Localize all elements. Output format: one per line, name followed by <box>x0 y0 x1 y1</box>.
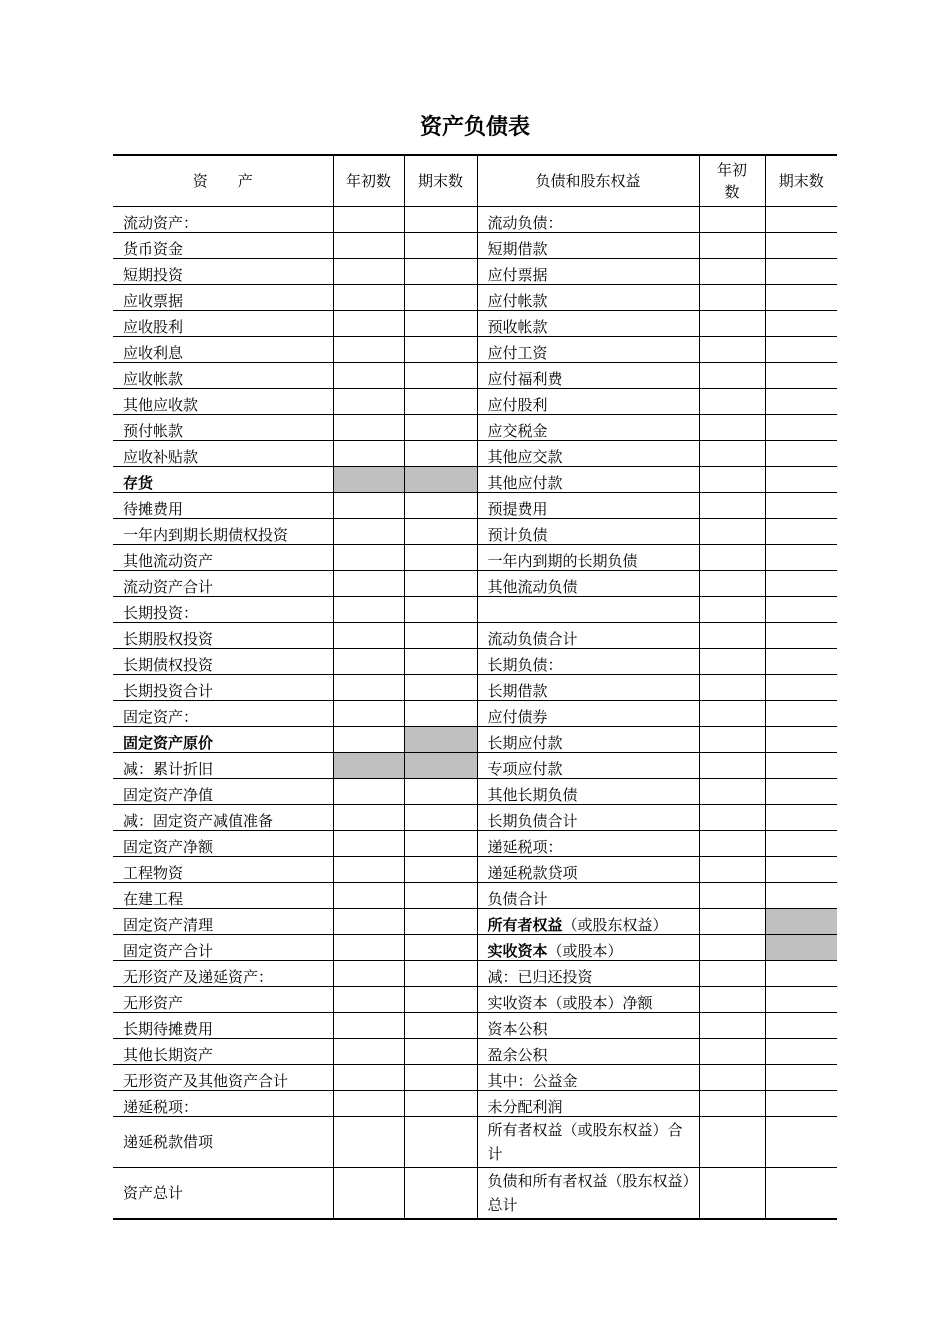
liability-label: 应付股利 <box>477 389 699 415</box>
table-row <box>113 441 837 467</box>
liability-label: 一年内到期的长期负债 <box>477 545 699 571</box>
liability-end <box>765 259 837 285</box>
asset-begin <box>333 1117 404 1168</box>
liability-end <box>765 857 837 883</box>
asset-label: 长期投资： <box>113 597 333 623</box>
header-end-2: 期末数 <box>765 155 837 207</box>
page-title: 资产负债表 <box>419 115 530 140</box>
liability-label: 其他应交款 <box>477 441 699 467</box>
asset-label: 减：固定资产减值准备 <box>113 805 333 831</box>
asset-label: 递延税款借项 <box>113 1117 333 1168</box>
asset-label: 应收帐款 <box>113 363 333 389</box>
liability-label: 盈余公积 <box>477 1039 699 1065</box>
table-row <box>113 597 837 623</box>
liability-label-bold: 所有者权益 <box>487 916 563 934</box>
liability-begin <box>699 337 765 363</box>
asset-begin <box>333 727 404 753</box>
table-row <box>113 1013 837 1039</box>
table-row <box>113 987 837 1013</box>
liability-label: 长期负债： <box>477 649 699 675</box>
liability-begin <box>699 1168 765 1220</box>
asset-label: 长期待摊费用 <box>113 1013 333 1039</box>
asset-begin <box>333 935 404 961</box>
liability-begin <box>699 493 765 519</box>
asset-label: 应收补贴款 <box>113 441 333 467</box>
asset-end <box>404 545 477 571</box>
table-row <box>113 467 837 493</box>
table-row <box>113 1091 837 1117</box>
asset-label: 应收票据 <box>113 285 333 311</box>
table-row <box>113 493 837 519</box>
asset-end <box>404 649 477 675</box>
liability-begin <box>699 623 765 649</box>
header-row <box>113 155 837 207</box>
header-liabilities: 负债和股东权益 <box>477 155 699 207</box>
table-row <box>113 935 837 961</box>
liability-end <box>765 753 837 779</box>
asset-label: 一年内到期长期债权投资 <box>113 519 333 545</box>
liability-end <box>765 1065 837 1091</box>
liability-label: 应付帐款 <box>477 285 699 311</box>
asset-end <box>404 857 477 883</box>
asset-end <box>404 883 477 909</box>
liability-end <box>765 675 837 701</box>
asset-end <box>404 207 477 233</box>
liability-begin <box>699 1039 765 1065</box>
liability-end <box>765 883 837 909</box>
liability-label: 其他应付款 <box>477 467 699 493</box>
liability-label: 预收帐款 <box>477 311 699 337</box>
asset-end <box>404 337 477 363</box>
asset-begin <box>333 1065 404 1091</box>
liability-begin <box>699 1013 765 1039</box>
asset-label: 货币资金 <box>113 233 333 259</box>
liability-end <box>765 701 837 727</box>
header-end: 期末数 <box>404 155 477 207</box>
asset-begin <box>333 337 404 363</box>
asset-label: 固定资产： <box>113 701 333 727</box>
liability-label: 其他长期负债 <box>477 779 699 805</box>
liability-end <box>765 389 837 415</box>
liability-label: 应付工资 <box>477 337 699 363</box>
liability-label: 应付票据 <box>477 259 699 285</box>
liability-begin <box>699 805 765 831</box>
liability-label <box>477 909 699 935</box>
liability-begin <box>699 233 765 259</box>
liability-label: 未分配利润 <box>477 1091 699 1117</box>
liability-label: 应付福利费 <box>477 363 699 389</box>
asset-end <box>404 701 477 727</box>
liability-begin <box>699 363 765 389</box>
asset-begin <box>333 311 404 337</box>
asset-end <box>404 1039 477 1065</box>
liability-label-bold: 实收资本 <box>487 942 548 960</box>
liability-begin <box>699 779 765 805</box>
table-row <box>113 883 837 909</box>
asset-end <box>404 441 477 467</box>
asset-end <box>404 623 477 649</box>
liability-end <box>765 649 837 675</box>
liability-label <box>477 935 699 961</box>
asset-begin <box>333 467 404 493</box>
asset-label: 递延税项： <box>113 1091 333 1117</box>
asset-label: 应收股利 <box>113 311 333 337</box>
liability-end <box>765 909 837 935</box>
asset-begin <box>333 597 404 623</box>
asset-end <box>404 233 477 259</box>
liability-label: 递延税项： <box>477 831 699 857</box>
asset-end <box>404 935 477 961</box>
asset-end <box>404 831 477 857</box>
asset-label: 固定资产合计 <box>113 935 333 961</box>
table-row <box>113 259 837 285</box>
asset-begin <box>333 701 404 727</box>
asset-end <box>404 779 477 805</box>
liability-begin <box>699 961 765 987</box>
liability-begin <box>699 701 765 727</box>
table-row <box>113 779 837 805</box>
asset-label: 无形资产及其他资产合计 <box>113 1065 333 1091</box>
asset-end <box>404 1117 477 1168</box>
liability-end <box>765 1117 837 1168</box>
asset-begin <box>333 1039 404 1065</box>
liability-end <box>765 337 837 363</box>
liability-label: 其中：公益金 <box>477 1065 699 1091</box>
asset-end <box>404 467 477 493</box>
asset-begin <box>333 233 404 259</box>
liability-label: 应交税金 <box>477 415 699 441</box>
table-row <box>113 207 837 233</box>
liability-label-suffix: （或股本） <box>547 942 623 960</box>
table-row <box>113 831 837 857</box>
asset-label: 在建工程 <box>113 883 333 909</box>
asset-end <box>404 1065 477 1091</box>
asset-label: 固定资产清理 <box>113 909 333 935</box>
liability-end <box>765 441 837 467</box>
liability-label: 负债合计 <box>477 883 699 909</box>
table-row <box>113 1117 837 1168</box>
liability-end <box>765 1168 837 1220</box>
liability-begin <box>699 831 765 857</box>
table-row <box>113 805 837 831</box>
asset-begin <box>333 415 404 441</box>
table-row <box>113 727 837 753</box>
asset-label: 工程物资 <box>113 857 333 883</box>
liability-end <box>765 597 837 623</box>
liability-end <box>765 311 837 337</box>
asset-label: 预付帐款 <box>113 415 333 441</box>
header-assets: 资 产 <box>113 155 333 207</box>
header-begin: 年初数 <box>333 155 404 207</box>
liability-end <box>765 961 837 987</box>
liability-label: 短期借款 <box>477 233 699 259</box>
header-begin-2: 年初数 <box>699 155 765 207</box>
asset-end <box>404 1013 477 1039</box>
liability-begin <box>699 649 765 675</box>
liability-label: 长期负债合计 <box>477 805 699 831</box>
asset-label: 其他流动资产 <box>113 545 333 571</box>
asset-end <box>404 519 477 545</box>
table-row <box>113 1168 837 1220</box>
asset-begin <box>333 623 404 649</box>
liability-label: 长期借款 <box>477 675 699 701</box>
table-row <box>113 363 837 389</box>
asset-end <box>404 987 477 1013</box>
liability-begin <box>699 285 765 311</box>
asset-begin <box>333 389 404 415</box>
liability-begin <box>699 1091 765 1117</box>
liability-end <box>765 1013 837 1039</box>
table-row <box>113 337 837 363</box>
asset-begin <box>333 207 404 233</box>
asset-label: 流动资产： <box>113 207 333 233</box>
asset-begin <box>333 363 404 389</box>
asset-end <box>404 259 477 285</box>
asset-end <box>404 389 477 415</box>
asset-end <box>404 1168 477 1220</box>
asset-label: 存货 <box>113 467 333 493</box>
liability-end <box>765 363 837 389</box>
asset-label: 其他长期资产 <box>113 1039 333 1065</box>
asset-end <box>404 805 477 831</box>
liability-end <box>765 545 837 571</box>
asset-end <box>404 753 477 779</box>
asset-begin <box>333 675 404 701</box>
asset-end <box>404 571 477 597</box>
asset-label: 无形资产及递延资产： <box>113 961 333 987</box>
liability-label <box>477 597 699 623</box>
liability-begin <box>699 571 765 597</box>
asset-end <box>404 727 477 753</box>
asset-end <box>404 961 477 987</box>
liability-begin <box>699 1065 765 1091</box>
liability-end <box>765 779 837 805</box>
liability-end <box>765 467 837 493</box>
liability-end <box>765 285 837 311</box>
table-row <box>113 649 837 675</box>
asset-end <box>404 363 477 389</box>
asset-label: 待摊费用 <box>113 493 333 519</box>
asset-label: 短期投资 <box>113 259 333 285</box>
asset-begin <box>333 441 404 467</box>
liability-begin <box>699 675 765 701</box>
asset-begin <box>333 1091 404 1117</box>
asset-end <box>404 285 477 311</box>
asset-end <box>404 493 477 519</box>
table-row <box>113 389 837 415</box>
liability-begin <box>699 441 765 467</box>
asset-label: 固定资产净额 <box>113 831 333 857</box>
asset-label: 长期债权投资 <box>113 649 333 675</box>
liability-label-suffix: （或股东权益） <box>562 916 668 934</box>
liability-end <box>765 415 837 441</box>
asset-begin <box>333 545 404 571</box>
liability-label: 应付债券 <box>477 701 699 727</box>
liability-end <box>765 831 837 857</box>
liability-begin <box>699 311 765 337</box>
liability-end <box>765 987 837 1013</box>
liability-end <box>765 571 837 597</box>
liability-begin <box>699 467 765 493</box>
table-row <box>113 961 837 987</box>
asset-begin <box>333 987 404 1013</box>
liability-begin <box>699 1117 765 1168</box>
table-row <box>113 519 837 545</box>
table-row <box>113 571 837 597</box>
asset-end <box>404 415 477 441</box>
liability-end <box>765 233 837 259</box>
asset-end <box>404 597 477 623</box>
liability-begin <box>699 727 765 753</box>
table-row <box>113 675 837 701</box>
asset-begin <box>333 259 404 285</box>
liability-end <box>765 493 837 519</box>
liability-label: 递延税款贷项 <box>477 857 699 883</box>
asset-begin <box>333 571 404 597</box>
liability-begin <box>699 519 765 545</box>
liability-begin <box>699 259 765 285</box>
liability-end <box>765 623 837 649</box>
liability-begin <box>699 389 765 415</box>
asset-begin <box>333 779 404 805</box>
liability-label: 预计负债 <box>477 519 699 545</box>
liability-begin <box>699 753 765 779</box>
liability-end <box>765 727 837 753</box>
asset-end <box>404 675 477 701</box>
liability-begin <box>699 597 765 623</box>
asset-begin <box>333 961 404 987</box>
liability-end <box>765 207 837 233</box>
liability-label: 专项应付款 <box>477 753 699 779</box>
liability-end <box>765 1091 837 1117</box>
liability-begin <box>699 415 765 441</box>
asset-label: 其他应收款 <box>113 389 333 415</box>
table-row <box>113 545 837 571</box>
balance-sheet-table <box>113 154 837 1220</box>
asset-begin <box>333 285 404 311</box>
asset-begin <box>333 831 404 857</box>
liability-end <box>765 805 837 831</box>
asset-begin <box>333 1013 404 1039</box>
table-row <box>113 311 837 337</box>
table-row <box>113 233 837 259</box>
liability-begin <box>699 883 765 909</box>
table-row <box>113 623 837 649</box>
asset-end <box>404 909 477 935</box>
asset-begin <box>333 1168 404 1220</box>
asset-label: 减：累计折旧 <box>113 753 333 779</box>
table-row <box>113 1065 837 1091</box>
table-row <box>113 701 837 727</box>
asset-begin <box>333 909 404 935</box>
liability-label: 流动负债： <box>477 207 699 233</box>
table-row <box>113 753 837 779</box>
liability-begin <box>699 207 765 233</box>
asset-label: 长期投资合计 <box>113 675 333 701</box>
asset-end <box>404 311 477 337</box>
asset-label: 长期股权投资 <box>113 623 333 649</box>
asset-label: 资产总计 <box>113 1168 333 1220</box>
asset-begin <box>333 649 404 675</box>
liability-begin <box>699 857 765 883</box>
asset-begin <box>333 493 404 519</box>
liability-begin <box>699 909 765 935</box>
asset-label: 无形资产 <box>113 987 333 1013</box>
asset-label: 固定资产净值 <box>113 779 333 805</box>
asset-end <box>404 1091 477 1117</box>
asset-begin <box>333 753 404 779</box>
table-row <box>113 1039 837 1065</box>
asset-begin <box>333 519 404 545</box>
asset-label: 应收利息 <box>113 337 333 363</box>
liability-label: 流动负债合计 <box>477 623 699 649</box>
liability-begin <box>699 987 765 1013</box>
asset-label: 流动资产合计 <box>113 571 333 597</box>
asset-begin <box>333 805 404 831</box>
liability-label: 负债和所有者权益（股东权益）总计 <box>477 1168 699 1220</box>
liability-label: 实收资本（或股本）净额 <box>477 987 699 1013</box>
table-row <box>113 857 837 883</box>
liability-begin <box>699 545 765 571</box>
liability-label: 长期应付款 <box>477 727 699 753</box>
table-row <box>113 415 837 441</box>
liability-label: 所有者权益（或股东权益）合计 <box>477 1117 699 1168</box>
liability-label: 资本公积 <box>477 1013 699 1039</box>
liability-label: 其他流动负债 <box>477 571 699 597</box>
liability-end <box>765 935 837 961</box>
asset-begin <box>333 883 404 909</box>
asset-begin <box>333 857 404 883</box>
liability-label: 预提费用 <box>477 493 699 519</box>
liability-begin <box>699 935 765 961</box>
liability-end <box>765 519 837 545</box>
liability-end <box>765 1039 837 1065</box>
liability-label: 减：已归还投资 <box>477 961 699 987</box>
table-row <box>113 285 837 311</box>
table-row <box>113 909 837 935</box>
asset-label: 固定资产原价 <box>113 727 333 753</box>
